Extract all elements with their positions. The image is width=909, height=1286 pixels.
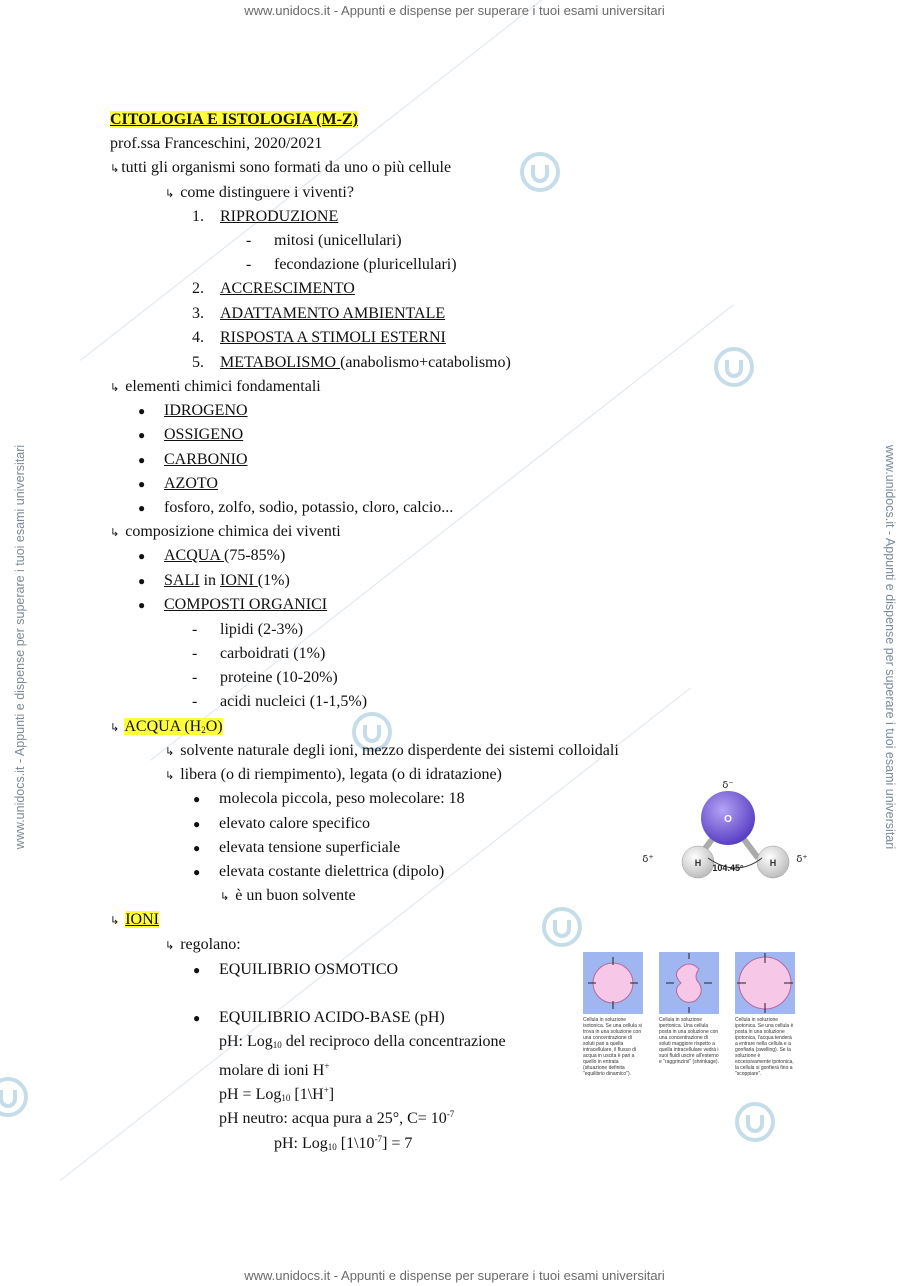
list-text: CARBONIO [164, 451, 248, 468]
list-note: (1%) [257, 572, 290, 589]
arrow-icon: ↳ [110, 381, 120, 394]
list-text: proteine (10-20%) [220, 669, 338, 686]
list-item [193, 789, 465, 809]
list-text: elevata costante dielettrica (dipolo) [219, 863, 445, 880]
note-text: è un buon solvente [235, 887, 356, 904]
bullet-icon: ● [138, 574, 146, 588]
dash-marker: - [192, 645, 198, 662]
superscript: + [324, 1061, 330, 1071]
unidocs-logo-icon [540, 905, 584, 949]
list-text: METABOLISMO [220, 354, 341, 371]
bullet-icon: ● [193, 817, 201, 831]
formula-line [274, 1129, 412, 1157]
superscript: -7 [374, 1134, 383, 1144]
superscript: -7 [446, 1109, 455, 1119]
formula-line [219, 1104, 454, 1129]
bullet-icon: ● [193, 865, 201, 879]
section-heading [110, 910, 159, 931]
angle-label: 104.45° [712, 863, 744, 873]
list-text: IONI [220, 572, 258, 589]
note-line [110, 377, 321, 398]
note-line [165, 741, 619, 762]
water-molecule-figure [636, 778, 816, 890]
subscript: 10 [272, 1040, 282, 1050]
list-item [246, 231, 402, 251]
bullet-icon: ● [138, 428, 146, 442]
arrow-icon: ↳ [110, 162, 120, 175]
bullet-icon: ● [138, 598, 146, 612]
list-number: 2. [192, 280, 204, 297]
formula-part: [1\H [290, 1086, 324, 1103]
list-text: OSSIGENO [164, 426, 244, 443]
note-line [220, 886, 356, 907]
hydrogen-label: H [769, 858, 777, 868]
bullet-icon: ● [193, 963, 201, 977]
arrow-icon: ↳ [165, 769, 175, 782]
bullet-icon: ● [138, 477, 146, 491]
formula-part: pH: Log [219, 1033, 273, 1050]
list-number: 3. [192, 305, 204, 322]
list-text: carboidrati (1%) [220, 645, 326, 662]
list-item [192, 328, 446, 348]
cell-hypotonic [739, 957, 791, 1009]
list-number: 4. [192, 329, 204, 346]
note-text: regolano: [180, 936, 241, 953]
caption-hypotonic: Cellula in soluzione ipotonica. Se una cellula è posta in una soluzione ipotonica, l'acqua tenderà a entrare nella cellula e a gonfiarla (swelling). Se la soluzione è eccessivamente ipotonica, la cellula si gonfierà fino a "scoppiare". [735, 1017, 794, 1077]
list-text: EQUILIBRIO OSMOTICO [219, 961, 399, 978]
list-text: elevato calore specifico [219, 815, 371, 832]
list-text: molecola piccola, peso molecolare: 18 [219, 790, 465, 807]
arrow-icon: ↳ [220, 890, 230, 903]
list-number: 5. [192, 354, 204, 371]
list-item [138, 474, 218, 494]
note-line [110, 522, 341, 543]
note-text: solvente naturale degli ioni, mezzo disperdente dei sistemi colloidali [180, 742, 619, 759]
list-note: (anabolismo+catabolismo) [340, 354, 511, 371]
note-text: composizione chimica dei viventi [125, 523, 341, 540]
list-text: AZOTO [164, 475, 218, 492]
list-item [138, 546, 285, 566]
list-text: ACCRESCIMENTO [220, 280, 355, 297]
list-text: acidi nucleici (1-1,5%) [220, 693, 368, 710]
list-item [192, 304, 445, 324]
list-item [138, 571, 290, 591]
formula-part: del reciproco della concentrazione [281, 1033, 506, 1050]
list-item [192, 620, 303, 640]
formula-part: ] = 7 [382, 1135, 413, 1152]
bullet-icon: ● [138, 453, 146, 467]
formula-line [219, 1032, 506, 1055]
list-text: ACQUA [164, 547, 225, 564]
title-text: CITOLOGIA E ISTOLOGIA (M-Z) [110, 111, 358, 128]
cell-isotonic [593, 963, 633, 1003]
list-item [193, 862, 444, 882]
list-item [192, 207, 338, 227]
list-text: COMPOSTI ORGANICI [164, 596, 328, 613]
unidocs-logo-icon [712, 345, 756, 389]
list-item [138, 595, 327, 615]
delta-plus-label: δ⁺ [642, 854, 654, 865]
formula-part: pH: Log [274, 1135, 328, 1152]
list-text: in [199, 572, 221, 589]
dash-marker: - [192, 669, 198, 686]
author-line: prof.ssa Franceschini, 2020/2021 [110, 135, 323, 152]
list-item [193, 838, 400, 858]
subscript: 10 [327, 1142, 337, 1152]
list-text: RISPOSTA A STIMOLI ESTERNI [220, 329, 446, 346]
unidocs-logo-icon [0, 1075, 30, 1119]
superscript: + [323, 1085, 329, 1095]
list-item [193, 814, 370, 834]
list-item [192, 668, 338, 688]
arrow-icon: ↳ [165, 939, 175, 952]
list-text: ADATTAMENTO AMBIENTALE [220, 305, 446, 322]
list-item [246, 255, 457, 275]
watermark-left: www.unidocs.it - Appunti e dispense per superare i tuoi esami universitari [13, 444, 27, 850]
bullet-icon: ● [138, 501, 146, 515]
note-text: come distinguere i viventi? [180, 184, 354, 201]
heading-text: IONI [125, 911, 159, 928]
list-text: SALI [164, 572, 200, 589]
caption-hypertonic: Cellula in soluzione ipertonica. Una cellula posta in una soluzione con una concentrazione di soluti maggiore rispetto a quella intracellulare vedrà i suoi fluidi uscire all'esterno e "raggrinzirsi" (shrinkage). [659, 1017, 719, 1065]
list-item [193, 1008, 445, 1028]
note-line [110, 158, 451, 179]
dash-marker: - [192, 693, 198, 710]
list-text: EQUILIBRIO ACIDO-BASE (pH) [219, 1009, 445, 1026]
list-item [193, 960, 398, 980]
note-line [165, 935, 241, 956]
cell-hypertonic [676, 964, 701, 1002]
heading-part: O) [205, 718, 223, 735]
watermark-bottom: www.unidocs.it - Appunti e dispense per superare i tuoi esami universitari [244, 1268, 665, 1283]
unidocs-logo-icon [733, 1100, 777, 1144]
arrow-icon: ↳ [110, 914, 120, 927]
formula-part: molare di ioni H [219, 1062, 325, 1079]
list-item [192, 692, 367, 712]
dash-marker: - [246, 232, 252, 249]
note-line [165, 183, 354, 204]
heading-text [124, 718, 222, 735]
subscript: 10 [281, 1093, 291, 1103]
list-text: lipidi (2-3%) [220, 621, 304, 638]
list-text: RIPRODUZIONE [220, 208, 339, 225]
formula-line [219, 1056, 329, 1081]
formula-part: [1\10 [336, 1135, 375, 1152]
list-text: fosforo, zolfo, sodio, potassio, cloro, calcio... [164, 499, 454, 516]
arrow-icon: ↳ [165, 745, 175, 758]
section-heading [110, 717, 223, 740]
arrow-icon: ↳ [165, 187, 175, 200]
delta-plus-label: δ⁺ [796, 854, 808, 865]
list-item [138, 401, 248, 421]
formula-part: pH = Log [219, 1086, 282, 1103]
list-number: 1. [192, 208, 204, 225]
bullet-icon: ● [138, 404, 146, 418]
note-line [165, 765, 502, 786]
bullet-icon: ● [193, 841, 201, 855]
unidocs-logo-icon [518, 150, 562, 194]
arrow-icon: ↳ [110, 526, 120, 539]
list-item [192, 279, 355, 299]
note-text: libera (o di riempimento), legata (o di idratazione) [180, 766, 502, 783]
formula-part: pH neutro: acqua pura a 25°, C= 10 [219, 1110, 447, 1127]
list-text: fecondazione (pluricellulari) [274, 256, 457, 273]
note-text: elementi chimici fondamentali [125, 378, 321, 395]
heading-part: ACQUA (H [124, 718, 202, 735]
dash-marker: - [192, 621, 198, 638]
oxygen-label: O [724, 814, 732, 825]
list-item [192, 644, 325, 664]
watermark-right: www.unidocs.it - Appunti e dispense per superare i tuoi esami universitari [883, 444, 897, 850]
list-item [138, 425, 243, 445]
bullet-icon: ● [193, 792, 201, 806]
list-text: mitosi (unicellulari) [274, 232, 402, 249]
bullet-icon: ● [193, 1011, 201, 1025]
list-item [138, 450, 248, 470]
note-text: tutti gli organismi sono formati da uno o più cellule [121, 159, 452, 176]
list-text: elevata tensione superficiale [219, 839, 401, 856]
dash-marker: - [246, 256, 252, 273]
subscript: 2 [201, 725, 206, 735]
page-title [110, 110, 358, 130]
watermark-top: www.unidocs.it - Appunti e dispense per superare i tuoi esami universitari [244, 3, 665, 18]
list-item [192, 353, 511, 373]
list-item [138, 498, 453, 518]
hydrogen-label: H [694, 858, 702, 868]
bullet-icon: ● [138, 549, 146, 563]
list-note: (75-85%) [224, 547, 286, 564]
list-text: IDROGENO [164, 402, 248, 419]
delta-minus-label: δ⁻ [722, 780, 734, 791]
caption-isotonic: Cellula in soluzione isotonica. Se una cellula si trova in una soluzione con una concentrazione di soluti pari a quella intracellulare, il flusso di acqua in uscita è pari a quello in entrata (situazione definita "equilibrio dinamico"). [583, 1017, 642, 1077]
arrow-icon: ↳ [110, 721, 120, 734]
osmosis-panels [582, 951, 806, 1015]
osmosis-figure [582, 951, 806, 1077]
formula-part: ] [328, 1086, 335, 1103]
